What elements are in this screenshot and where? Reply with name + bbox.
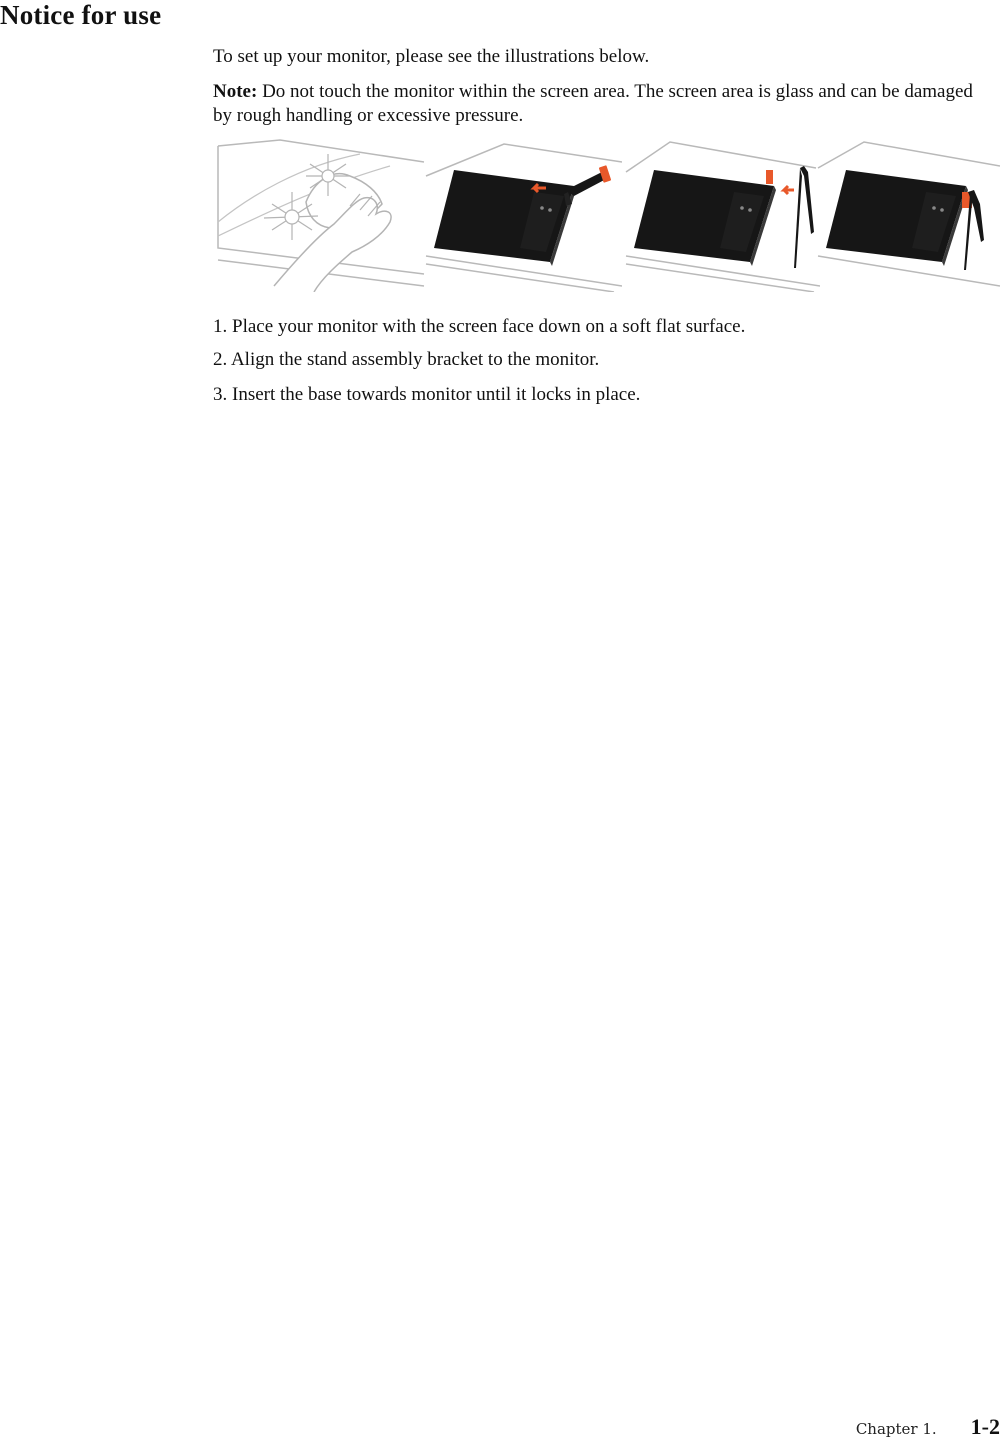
note-label: Note:	[213, 81, 258, 102]
page-number: 1-2	[970, 1414, 1000, 1439]
footer-chapter: Chapter 1.	[855, 1420, 937, 1438]
step-2: 2. Align the stand assembly bracket to the monitor.	[213, 349, 600, 370]
attach-stand-illustration	[624, 136, 820, 292]
setup-illustrations	[210, 136, 1000, 292]
note-text: Do not touch the monitor within the screen area. The screen area is glass and can be damaged by rough handling or excessive pressure.	[213, 81, 973, 126]
intro-text: To set up your monitor, please see the illustrations below.	[213, 46, 650, 67]
page-title: Notice for use	[0, 0, 162, 30]
align-bracket-illustration	[424, 136, 622, 292]
note-paragraph	[213, 80, 983, 128]
step-3: 3. Insert the base towards monitor until it locks in place.	[213, 384, 641, 405]
step-1: 1. Place your monitor with the screen face down on a soft flat surface.	[213, 316, 746, 337]
cleaning-screen-illustration	[210, 136, 428, 292]
assembled-stand-illustration	[816, 136, 1000, 292]
